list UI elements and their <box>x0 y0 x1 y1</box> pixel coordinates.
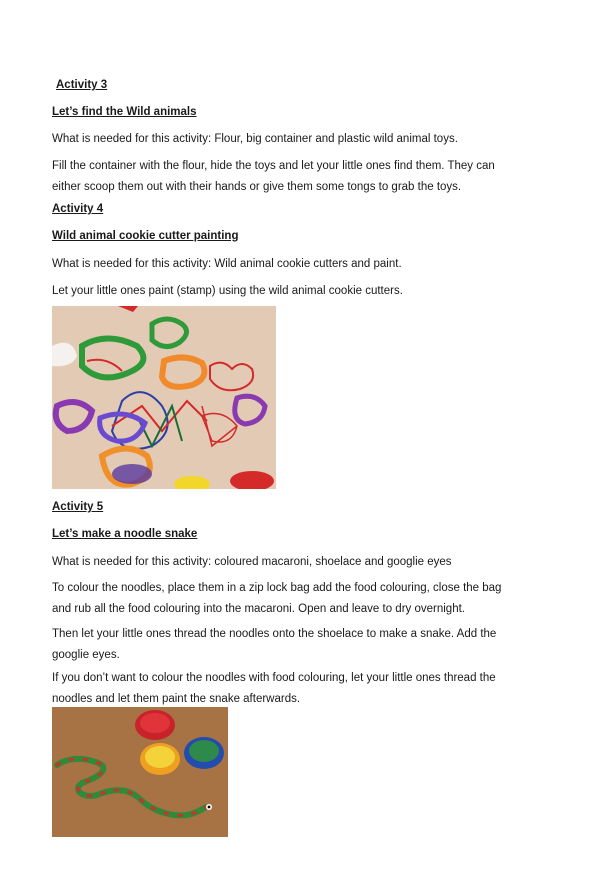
activity-5-instructions-colour: To colour the noodles, place them in a zip lock bag add the food colouring, close the bag and rub all the food colouring into the macaroni. Open and leave to dry overnight. <box>52 582 502 615</box>
noodle-snake-photo <box>52 707 228 837</box>
activity-5-instructions-thread: Then let your little ones thread the noodles onto the shoelace to make a snake. Add the googlie eyes. <box>52 628 497 661</box>
activity-4-title: Wild animal cookie cutter painting <box>52 230 239 242</box>
activity-3-number: Activity 3 <box>56 79 108 91</box>
activity-4-needed: What is needed for this activity: Wild animal cookie cutters and paint. <box>52 258 402 270</box>
activity-5-title: Let’s make a noodle snake <box>52 528 198 540</box>
activity-4-number: Activity 4 <box>52 203 104 215</box>
activity-4-instructions: Let your little ones paint (stamp) using the wild animal cookie cutters. <box>52 285 403 297</box>
activity-5-number: Activity 5 <box>52 501 104 513</box>
cookie-cutter-painting-photo <box>52 306 276 489</box>
activity-3-instructions: Fill the container with the flour, hide the toys and let your little ones find them. They can either scoop them out with their hands or give them some tongs to grab the toys. <box>52 160 495 193</box>
activity-3-needed: What is needed for this activity: Flour, big container and plastic wild animal toys. <box>52 133 458 145</box>
activity-3-title: Let’s find the Wild animals <box>52 106 197 118</box>
activity-5-needed: What is needed for this activity: coloured macaroni, shoelace and googlie eyes <box>52 556 452 568</box>
activity-5-instructions-alt: If you don’t want to colour the noodles with food colouring, let your little ones thread the noodles and let them paint the snake afterwards. <box>52 672 496 705</box>
